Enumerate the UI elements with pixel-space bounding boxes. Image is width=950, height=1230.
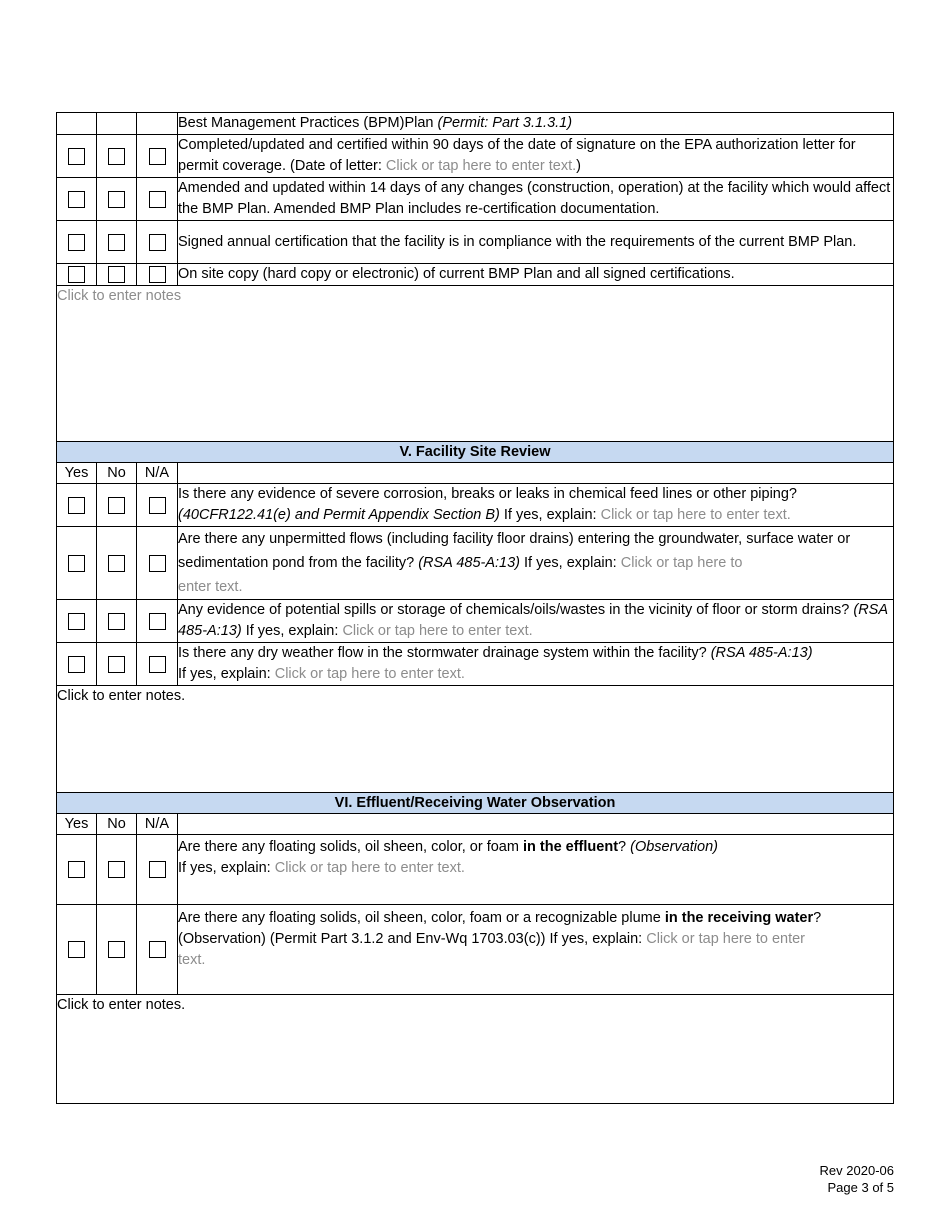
checkbox-yes[interactable] bbox=[68, 613, 85, 630]
checkbox-na[interactable] bbox=[149, 941, 166, 958]
col-no-label: No bbox=[97, 463, 137, 484]
checkbox-no[interactable] bbox=[108, 497, 125, 514]
section-6-title: VI. Effluent/Receiving Water Observation bbox=[57, 793, 894, 814]
explain-field[interactable]: Click or tap here to enter text. bbox=[342, 623, 533, 639]
checkbox-yes[interactable] bbox=[68, 941, 85, 958]
checkbox-na[interactable] bbox=[149, 555, 166, 572]
checkbox-no[interactable] bbox=[108, 191, 125, 208]
checkbox-no[interactable] bbox=[108, 148, 125, 165]
col-na-label: N/A bbox=[137, 814, 178, 835]
date-of-letter-field[interactable]: Click or tap here to enter text. bbox=[385, 158, 577, 174]
page-footer bbox=[820, 1162, 894, 1196]
checkbox-na[interactable] bbox=[149, 861, 166, 878]
checkbox-na[interactable] bbox=[149, 191, 166, 208]
receiving-water-q-plume: Are there any floating solids, oil sheen, color, foam or a recognizable plume in the receiving water? (Observation) (Permit Part 3.1.2 and Env-Wq 1703.03(c)) If yes, explain: Click or tap here to enter text. bbox=[57, 905, 894, 995]
checkbox-yes[interactable] bbox=[68, 861, 85, 878]
explain-field[interactable]: Click or tap here to enter text. bbox=[274, 666, 465, 682]
checkbox-na[interactable] bbox=[149, 266, 166, 283]
checkbox-no[interactable] bbox=[108, 555, 125, 572]
site-review-q-spills: Any evidence of potential spills or storage of chemicals/oils/wastes in the vicinity of floor or storm drains? (RSA 485-A:13) If yes, explain: Click or tap here to enter text. bbox=[57, 600, 894, 643]
checkbox-no[interactable] bbox=[108, 234, 125, 251]
checkbox-no[interactable] bbox=[108, 613, 125, 630]
section-6-notes-row bbox=[57, 995, 894, 1104]
explain-field[interactable]: Click or tap here to enter text. bbox=[600, 507, 791, 523]
checkbox-no[interactable] bbox=[108, 941, 125, 958]
explain-field[interactable]: Click or tap here to enter text. bbox=[178, 931, 806, 968]
checkbox-yes[interactable] bbox=[68, 234, 85, 251]
bmp-item-amended: Amended and updated within 14 days of any changes (construction, operation) at the facility which would affect the BMP Plan. Amended BMP Plan includes re-certification documentation. bbox=[57, 178, 894, 221]
checkbox-no[interactable] bbox=[108, 266, 125, 283]
section-5-notes-row bbox=[57, 686, 894, 793]
checkbox-yes[interactable] bbox=[68, 555, 85, 572]
explain-field[interactable]: Click or tap here to enter text. bbox=[178, 555, 743, 595]
site-review-q-unpermitted-flows: Are there any unpermitted flows (including facility floor drains) entering the groundwater, surface water or sedimentation pond from the facility? (RSA 485-A:13) If yes, explain: Click or tap here to enter text. bbox=[57, 527, 894, 600]
site-review-q-dry-weather-flow: Is there any dry weather flow in the stormwater drainage system within the facility? (RSA 485-A:13) If yes, explain: Click or tap here to enter text. bbox=[57, 643, 894, 686]
bmp-item-annual-certification: Signed annual certification that the facility is in compliance with the requirements of the current BMP Plan. bbox=[57, 221, 894, 264]
checkbox-yes[interactable] bbox=[68, 656, 85, 673]
inspection-form-table bbox=[56, 112, 894, 1104]
effluent-q-floating-solids: Are there any floating solids, oil sheen, color, or foam in the effluent? (Observation) If yes, explain: Click or tap here to enter text. bbox=[57, 835, 894, 905]
revision-label: Rev 2020-06 bbox=[819, 1163, 894, 1178]
checkbox-no[interactable] bbox=[108, 861, 125, 878]
bmp-item-onsite-copy: On site copy (hard copy or electronic) of current BMP Plan and all signed certifications. bbox=[57, 264, 894, 286]
checkbox-yes[interactable] bbox=[68, 497, 85, 514]
bmp-title: Best Management Practices (BPM)Plan (Permit: Part 3.1.3.1) bbox=[178, 113, 894, 135]
section-5-title: V. Facility Site Review bbox=[57, 442, 894, 463]
section-6-column-headers bbox=[57, 814, 894, 835]
checkbox-na[interactable] bbox=[149, 656, 166, 673]
col-no-label: No bbox=[97, 814, 137, 835]
section-5-notes-field[interactable]: Click to enter notes. bbox=[57, 688, 186, 704]
checkbox-no[interactable] bbox=[108, 656, 125, 673]
page-number: Page 3 of 5 bbox=[827, 1180, 894, 1195]
col-na-label: N/A bbox=[137, 463, 178, 484]
section-5-column-headers bbox=[57, 463, 894, 484]
col-yes-label: Yes bbox=[57, 814, 97, 835]
bmp-notes-row bbox=[57, 286, 894, 442]
checkbox-na[interactable] bbox=[149, 613, 166, 630]
section-6-notes-field[interactable]: Click to enter notes. bbox=[57, 997, 186, 1013]
section-5-header-row bbox=[57, 442, 894, 463]
checkbox-yes[interactable] bbox=[68, 266, 85, 283]
checkbox-na[interactable] bbox=[149, 148, 166, 165]
explain-field[interactable]: Click or tap here to enter text. bbox=[274, 860, 465, 876]
bmp-item-certified: Completed/updated and certified within 90 days of the date of signature on the EPA authorization letter for permit coverage. (Date of letter: Click or tap here to enter text.) bbox=[57, 135, 894, 178]
checkbox-na[interactable] bbox=[149, 234, 166, 251]
section-6-header-row bbox=[57, 793, 894, 814]
bmp-heading-row bbox=[57, 113, 894, 135]
checkbox-yes[interactable] bbox=[68, 148, 85, 165]
checkbox-yes[interactable] bbox=[68, 191, 85, 208]
site-review-q-corrosion: Is there any evidence of severe corrosion, breaks or leaks in chemical feed lines or other piping? (40CFR122.41(e) and Permit Appendix Section B) If yes, explain: Click or tap here to enter text. bbox=[57, 484, 894, 527]
bmp-notes-field[interactable]: Click to enter notes bbox=[57, 288, 182, 304]
col-yes-label: Yes bbox=[57, 463, 97, 484]
checkbox-na[interactable] bbox=[149, 497, 166, 514]
